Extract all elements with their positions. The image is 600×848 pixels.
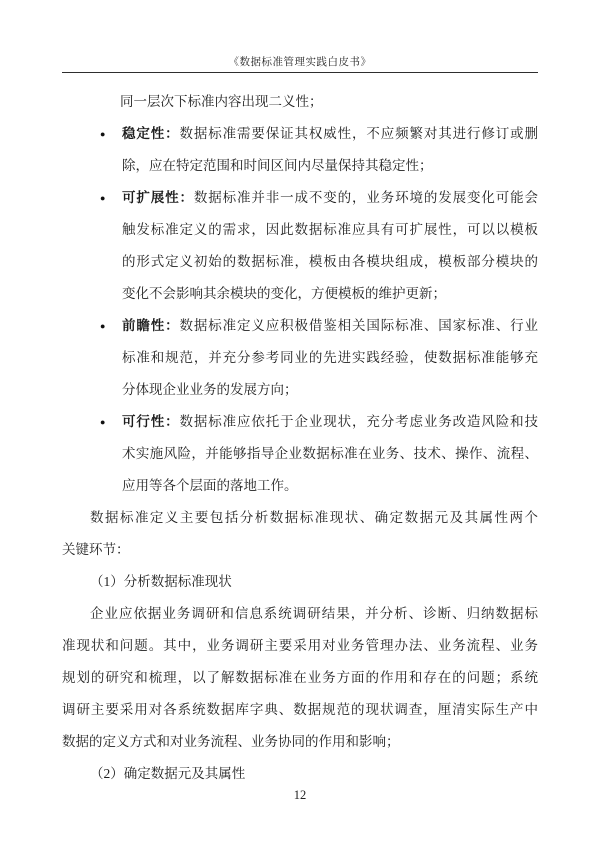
page-number: 12 (293, 788, 307, 802)
bullet-term: 可扩展性： (122, 190, 194, 205)
bullet-line (122, 182, 538, 214)
paragraph-line: 数据标准定义主要包括分析数据标准现状、确定数据元及其属性两个 (90, 510, 538, 525)
paragraph-research-methods (62, 598, 538, 758)
bullet-line: 变化不会影响其余模块的变化，方便模板的维护更新； (122, 286, 446, 301)
bullet-term: 前瞻性： (122, 318, 180, 333)
bullet-text: 数据标准应依托于企业现状，充分考虑业务改造风险和技 (179, 414, 538, 429)
bullet-item-forward-looking (100, 310, 538, 406)
bullet-term: 稳定性： (122, 126, 180, 141)
subheading-analyze-current-status: （1）分析数据标准现状 (90, 574, 232, 589)
bullet-term: 可行性： (122, 414, 180, 429)
header-rule (62, 72, 538, 73)
bullet-item-feasibility (100, 406, 538, 502)
bullet-line (122, 118, 538, 150)
bullet-text: 数据标准并非一成不变的，业务环境的发展变化可能会 (193, 190, 538, 205)
intro-line: 同一层次下标准内容出现二义性； (120, 94, 323, 109)
bullet-line: 触发标准定义的需求，因此数据标准应具有可扩展性，可以以模板 (122, 222, 538, 237)
paragraph-line: 规划的研究和梳理，以了解数据标准在业务方面的作用和存在的问题；系统 (62, 670, 538, 685)
paragraph-line: 调研主要采用对各系统数据库字典、数据规范的现状调查，厘清实际生产中 (62, 702, 538, 717)
bullet-line: 术实施风险，并能够指导企业数据标准在业务、技术、操作、流程、 (122, 446, 538, 461)
page-body (62, 86, 538, 790)
bullet-icon: ● (100, 321, 106, 331)
bullet-item-extensibility (100, 182, 538, 310)
paragraph-line: 数据的定义方式和对业务流程、业务协同的作用和影响； (62, 734, 400, 749)
paragraph-line: 关键环节： (62, 542, 130, 557)
bullet-line: 标准和规范，并充分参考同业的先进实践经验，使数据标准能够充 (122, 350, 538, 365)
bullet-line: 分体现企业业务的发展方向； (122, 382, 298, 397)
bullet-icon: ● (100, 129, 106, 139)
bullet-line (122, 310, 538, 342)
paragraph-line: 企业应依据业务调研和信息系统调研结果，并分析、诊断、归纳数据标 (90, 606, 538, 621)
bullet-line: 的形式定义初始的数据标准，模板由各模块组成，模板部分模块的 (122, 254, 538, 269)
paragraph-line: 准现状和问题。其中，业务调研主要采用对业务管理办法、业务流程、业务 (62, 638, 538, 653)
bullet-text: 数据标准需要保证其权威性，不应频繁对其进行修订或删 (179, 126, 538, 141)
bullet-line (122, 406, 538, 438)
bullet-icon: ● (100, 417, 106, 427)
bullet-line: 应用等各个层面的落地工作。 (122, 478, 298, 493)
subheading-determine-data-elements: （2）确定数据元及其属性 (90, 766, 246, 781)
bullet-icon: ● (100, 193, 106, 203)
bullet-line: 除，应在特定范围和时间区间内尽量保持其稳定性； (122, 158, 433, 173)
page-header-title: 《数据标准管理实践白皮书》 (228, 57, 372, 68)
bullet-text: 数据标准定义应积极借鉴相关国际标准、国家标准、行业 (179, 318, 538, 333)
paragraph-definition-overview (62, 502, 538, 566)
bullet-item-stability (100, 118, 538, 182)
